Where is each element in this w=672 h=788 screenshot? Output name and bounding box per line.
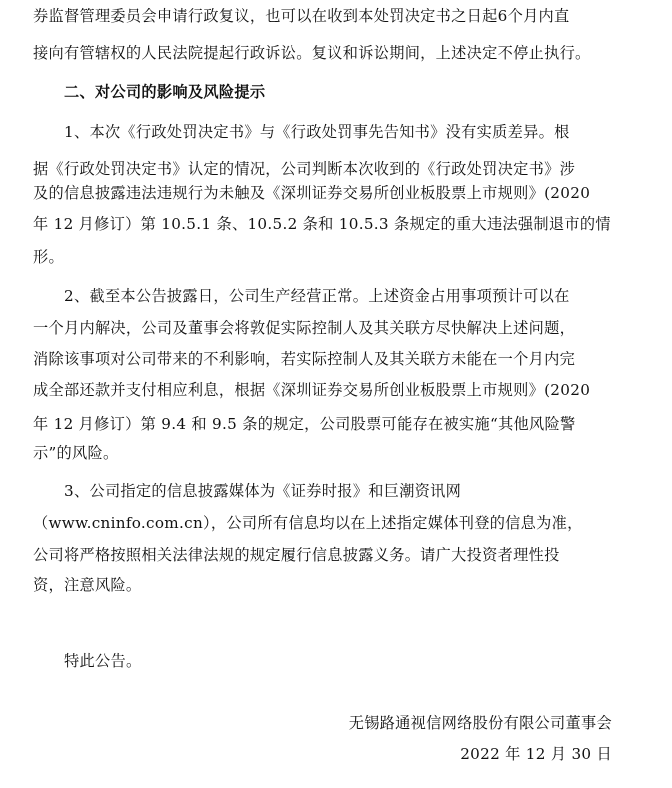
paragraph-1-line: 据《行政处罚决定书》认定的情况，公司判断本次收到的《行政处罚决定书》涉: [33, 160, 576, 178]
paragraph-3-line: 资，注意风险。: [33, 576, 142, 594]
paragraph-2-line: 年 12 月修订）第 9.4 和 9.5 条的规定，公司股票可能存在被实施“其他风险警: [33, 415, 576, 433]
paragraph-2-line: 2、截至本公告披露日，公司生产经营正常。上述资金占用事项预计可以在: [64, 287, 570, 305]
section-heading: 二、对公司的影响及风险提示: [64, 83, 266, 101]
intro-line: 券监督管理委员会申请行政复议，也可以在收到本处罚决定书之日起6个月内直: [33, 7, 570, 25]
closing-text: 特此公告。: [64, 652, 142, 670]
paragraph-1-line: 及的信息披露违法违规行为未触及《深圳证券交易所创业板股票上市规则》(2020: [33, 184, 591, 202]
paragraph-3-line: 公司将严格按照相关法律法规的规定履行信息披露义务。请广大投资者理性投: [33, 546, 560, 564]
paragraph-2-line: 示”的风险。: [33, 444, 119, 462]
paragraph-2-line: 成全部还款并支付相应利息，根据《深圳证券交易所创业板股票上市规则》(2020: [33, 381, 591, 399]
paragraph-2-line: 一个月内解决，公司及董事会将敦促实际控制人及其关联方尽快解决上述问题，: [33, 319, 576, 337]
paragraph-2-line: 消除该事项对公司带来的不利影响，若实际控制人及其关联方未能在一个月内完: [33, 350, 576, 368]
paragraph-1-line: 1、本次《行政处罚决定书》与《行政处罚事先告知书》没有实质差异。根: [64, 123, 570, 141]
paragraph-3-line: 3、公司指定的信息披露媒体为《证券时报》和巨潮资讯网: [64, 482, 462, 500]
paragraph-3-line: （www.cninfo.com.cn），公司所有信息均以在上述指定媒体刊登的信息为准，: [33, 514, 583, 532]
signature: 无锡路通视信网络股份有限公司董事会: [348, 714, 612, 732]
paragraph-1-line: 形。: [33, 248, 64, 266]
paragraph-1-line: 年 12 月修订）第 10.5.1 条、10.5.2 条和 10.5.3 条规定的重大违法强制退市的情: [33, 215, 611, 233]
date: 2022 年 12 月 30 日: [460, 745, 612, 763]
intro-line: 接向有管辖权的人民法院提起行政诉讼。复议和诉讼期间，上述决定不停止执行。: [33, 44, 591, 62]
